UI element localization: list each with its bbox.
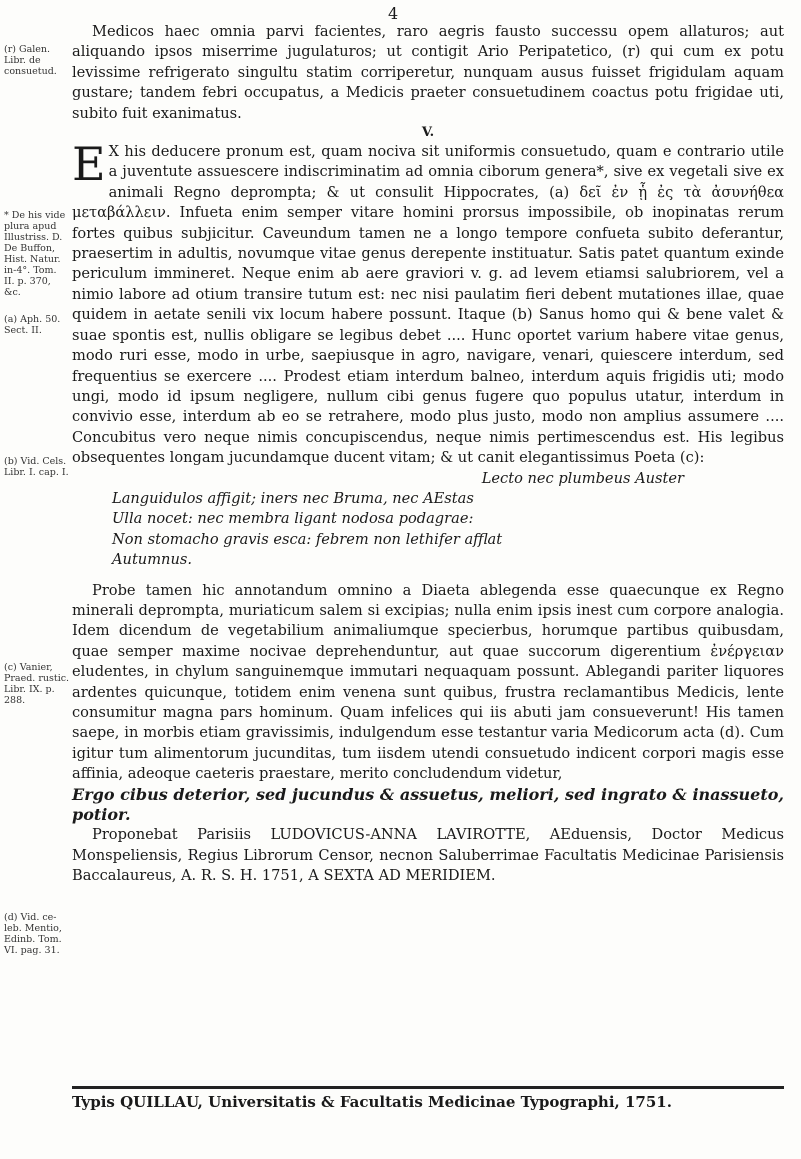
verse-line: Languidulos affigit; iners nec Bruma, nec AEstas xyxy=(112,489,474,507)
margin-notes xyxy=(0,0,68,1159)
colophon-text: Typis QUILLAU, Universitatis & Facultatis Medicinae Typographi, 1751. xyxy=(72,1093,672,1111)
colophon xyxy=(72,1086,784,1111)
paragraph-2 xyxy=(72,137,784,469)
paragraph-3: Probe tamen hic annotandum omnino a Diaeta ablegenda esse quaecunque ex Regno minerali deprompta, muriaticum salem si excipias; nulla enim ipsis inest cum corpore analogia. Idem dicendum de vegetabilium animaliumque specierbus, horumque partibus quibusdam, quae semper maxime nocivae deprehenduntur, aut quae succorum digerentium ἐνέργειαν eludentes, in chylum sanguinemque immutari nequaquam possunt. Ablegandi pariter liquores ardentes quicunque, totidem enim venena sunt quibus, frustra reclamantibus Medicis, lente consumitur magna pars hominum. Quam infelices qui iis abuti jam consueverunt! His tamen saepe, in morbis etiam gravissimis, indulgendum esse testantur varia Medicorum acta (d). Cum igitur tum alimentorum jucunditas, tum iisdem utendi consuetudo indicent corpori magis esse affinia, adeoque caeteris praestare, merito concludendum videtur, xyxy=(72,581,784,783)
paragraph-2-text: X his deducere pronum est, quam nociva sit uniformis consuetudo, quam e contrario utile a juventute assuescere indiscriminatim ad omnia ciborum genera*, sive ex vegetali sive ex animali Regno deprompta; & ut consulit Hippocrates, (a) δεῖ ἐν ᾗ ἐς τὰ ἀσυνήθεα μεταβάλλειν. Infueta enim semper vitare homini prorsus impossibile, ob inopinatas rerum fortes quibus subjicitur. Caveundum tamen ne a longo tempore confueta subito deferantur, praesertim in adultis, novumque vitae genus derepente instituatur. Satis patet quantum exinde periculum immineret. Neque enim ab aere graviori v. g. ad levem etiamsi salubriorem, vel a nimio labore ad otium transire tutum est: nec nisi paulatim fieri debent mutationes illae, quae quidem in aetate senili vix locum habere possunt. Itaque (b) Sanus homo qui & bene valet & suae spontis est, nullis obligare se legibus debet .... Hunc oportet varium habere vitae genus, modo ruri esse, modo in urbe, saepiusque in agro, navigare, venari, quiescere interdum, sed frequentius se exercere .... Prodest etiam interdum balneo, interdum aquis frigidis uti; modo ungi, modo id ipsum negligere, nullum cibi genus fugere quo populus utatur, interdum in convivio esse, interdum ab eo se retrahere, modo plus justo, modo non amplius assumere .... Concubitus vero neque nimis concupiscendus, neque nimis pertimescendus est. His legibus obsequentes longam jucundamque ducent vitam; & ut canit elegantissimus Poeta (c): xyxy=(72,143,784,467)
verse-line: Ulla nocet: nec membra ligant nodosa podagrae: xyxy=(112,510,474,528)
margin-note-cels: (b) Vid. Cels. Libr. I. cap. I. xyxy=(4,456,69,478)
page-number: 4 xyxy=(388,4,399,23)
verse-line: Autumnus. xyxy=(112,551,192,569)
verse-line: Lecto nec plumbeus Auster xyxy=(481,469,684,487)
paragraph-1: Medicos haec omnia parvi facientes, raro aegris fausto successu opem allaturos; aut aliquando ipsos miserrime jugulaturos; ut contigit Ario Peripatetico, (r) qui cum ex potu levissime refrigerato singultu statim corriperetur, nunquam ausus fuisset frigidulam aquam gustare; tandem febri occupatus, a Medicis praeter consuetudinem coactus potu frigidae uti, subito fuit exanimatus. xyxy=(72,23,784,122)
margin-note-galen: (r) Galen. Libr. de consuetud. xyxy=(4,44,57,77)
margin-note-edinb: (d) Vid. ce-leb. Mentio, Edinb. Tom. VI. pag. 31. xyxy=(4,912,62,956)
thesis-statement: Ergo cibus deterior, sed jucundus & assuetus, meliori, sed ingrato & inassueto, potior. xyxy=(72,784,784,825)
proponent-paragraph: Proponebat Parisiis LUDOVICUS-ANNA LAVIROTTE, AEduensis, Doctor Medicus Monspeliensis, Regius Librorum Censor, necnon Saluberrimae Facultatis Medicinae Parisiensis Baccalaureus, A. R. S. H. 1751, A SEXTA AD MERIDIEM. xyxy=(72,826,784,885)
margin-note-buffon: * De his vide plura apud Illustriss. D. De Buffon, Hist. Natur. in-4°. Tom. II. p. 370, &c. xyxy=(4,210,66,298)
verse-line: Non stomacho gravis esca: febrem non lethifer afflat xyxy=(112,530,503,548)
drop-capital: E xyxy=(72,137,106,192)
section-heading: V. xyxy=(421,125,435,141)
margin-note-aph: (a) Aph. 50. Sect. II. xyxy=(4,314,61,336)
poem-quotation xyxy=(72,469,784,571)
margin-note-vanier: (c) Vanier, Praed. rustic. Libr. IX. p. 288. xyxy=(4,662,70,706)
main-text xyxy=(72,22,784,887)
